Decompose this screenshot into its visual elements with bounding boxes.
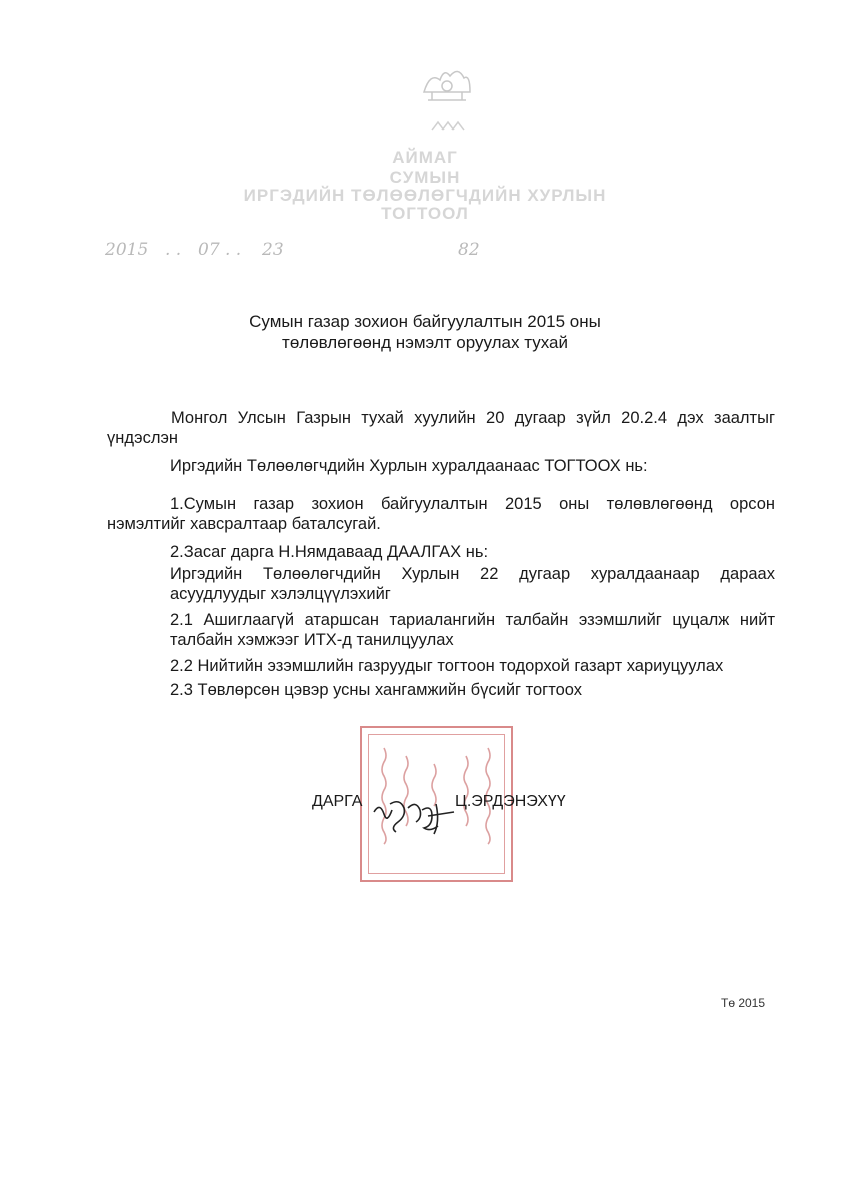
- date-month: 07: [198, 240, 220, 260]
- body-paragraph-3: 1.Сумын газар зохион байгуулалтын 2015 оны төлөвлөгөөнд орсон: [170, 495, 775, 513]
- letterhead-council: ИРГЭДИЙН ТӨЛӨӨЛӨГЧДИЙН ХУРЛЫН: [243, 186, 607, 205]
- letterhead-aimag: АЙМАГ: [392, 148, 458, 167]
- body-paragraph-3-cont: нэмэлтийг хавсралтаар баталсугай.: [107, 515, 381, 533]
- body-paragraph-1-cont: үндэслэн: [107, 429, 179, 447]
- body-item-2-3: 2.3 Төвлөрсөн цэвэр усны хангамжийн бүсийг тогтоох: [170, 681, 582, 699]
- resolution-number: 82: [458, 240, 480, 260]
- date-separator: . .: [225, 240, 242, 260]
- letterhead-resolution: ТОГТООЛ: [381, 204, 469, 223]
- emblem-icon: [418, 62, 476, 104]
- body-item-2-1-cont: талбайн хэмжээг ИТХ-д танилцуулах: [170, 631, 454, 649]
- ornament-icon: [428, 118, 468, 134]
- body-paragraph-2: Иргэдийн Төлөөлөгчдийн Хурлын хуралдаанаас ТОГТООХ нь:: [170, 457, 648, 475]
- letterhead-sum: СУМЫН: [389, 168, 461, 187]
- signature-title: ДАРГА: [312, 793, 363, 810]
- handwritten-signature: [368, 790, 468, 840]
- body-item-2-1: 2.1 Ашиглаагүй атаршсан тариалангийн талбайн эзэмшлийг цуцалж нийт: [170, 611, 775, 629]
- body-paragraph-1: Монгол Улсын Газрын тухай хуулийн 20 дугаар зүйл 20.2.4 дэх заалтыг: [171, 409, 775, 427]
- body-paragraph-4: 2.Засаг дарга Н.Нямдаваад ДААЛГАХ нь:: [170, 543, 489, 561]
- body-item-2-2: 2.2 Нийтийн эзэмшлийн газруудыг тогтоон тодорхой газарт хариуцуулах: [170, 657, 724, 675]
- title-line-1: Сумын газар зохион байгуулалтын 2015 оны: [249, 312, 601, 331]
- date-separator: . .: [165, 240, 182, 260]
- footer-note: Тө 2015: [721, 996, 766, 1010]
- date-year: 2015: [105, 240, 149, 260]
- date-day: 23: [262, 240, 284, 260]
- body-paragraph-5-cont: асуудлуудыг хэлэлцүүлэхийг: [170, 585, 391, 603]
- signature-name: Ц.ЭРДЭНЭХҮҮ: [455, 793, 566, 810]
- title-line-2: төлөвлөгөөнд нэмэлт оруулах тухай: [282, 333, 568, 352]
- body-paragraph-5: Иргэдийн Төлөөлөгчдийн Хурлын 22 дугаар хуралдаанаар дараах: [170, 565, 775, 583]
